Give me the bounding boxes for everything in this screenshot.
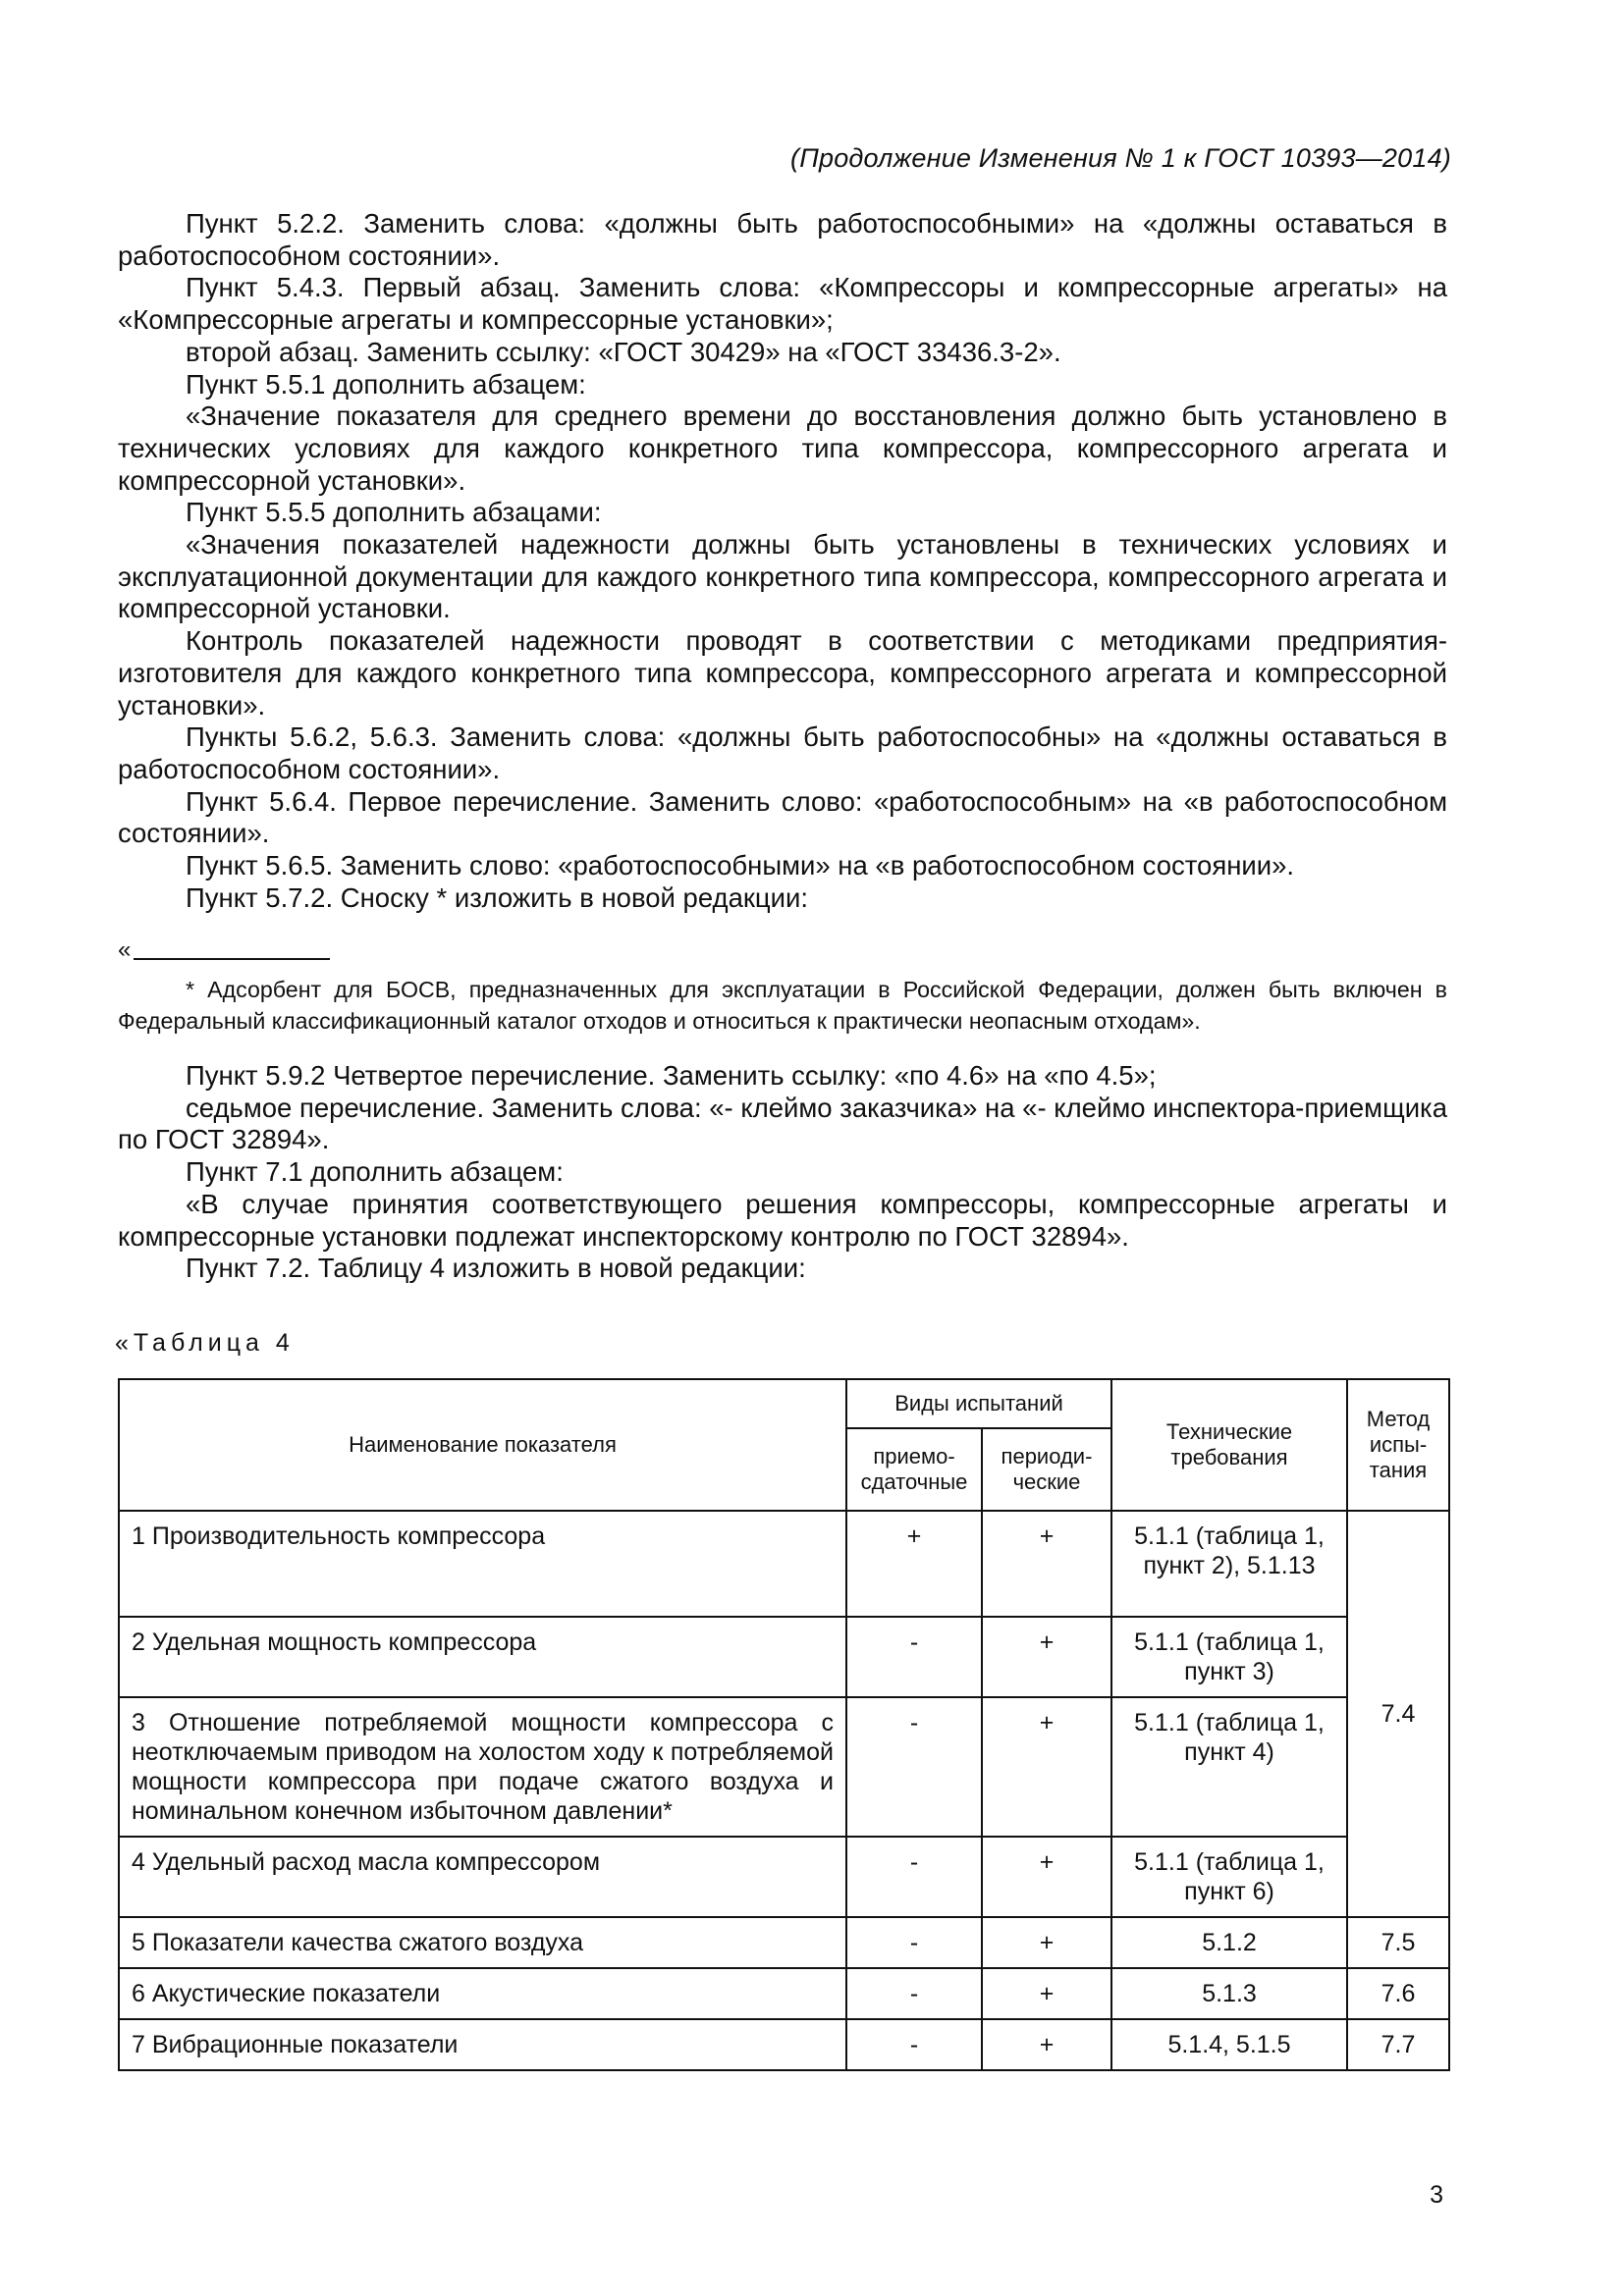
cell-periodic: + bbox=[982, 1617, 1111, 1697]
cell-periodic: + bbox=[982, 1968, 1111, 2019]
paragraph: Пункт 5.6.5. Заменить слово: «работоспособными» на «в работоспособном состоянии». bbox=[186, 850, 1295, 881]
paragraph: Контроль показателей надежности проводят в соответствии с методиками предприятия-изготовителя для каждого конкретного типа компрессора, компрессорного агрегата и компрессорной установки». bbox=[118, 625, 1447, 721]
footnote-text: * Адсорбент для БОСВ, предназначенных для эксплуатации в Российской Федерации, должен быть включен в Федеральный классификационный каталог отходов и относиться к практически неопасным отходам». bbox=[118, 977, 1447, 1034]
table-row bbox=[119, 1511, 1449, 1617]
cell-method: 7.7 bbox=[1347, 2019, 1449, 2070]
paragraph: Пункт 5.7.2. Сноску * изложить в новой редакции: bbox=[186, 881, 809, 913]
cell-name: 1 Производительность компрессора bbox=[119, 1511, 846, 1617]
paragraph: «Значение показателя для среднего времени до восстановления должно быть установлено в технических условиях для каждого конкретного типа компрессора, компрессорного агрегата и компрессорной установки». bbox=[118, 400, 1447, 496]
paragraph: Пункт 5.2.2. Заменить слова: «должны быть работоспособными» на «должны оставаться в работоспособном состоянии». bbox=[118, 208, 1447, 271]
paragraph: «Значения показателей надежности должны быть установлены в технических условиях и эксплуатационной документации для каждого конкретного типа компрессора, компрессорного агрегата и компрессорной установки. bbox=[118, 529, 1447, 624]
paragraph: седьмое перечисление. Заменить слова: «- клеймо заказчика» на «- клеймо инспектора-приемщика по ГОСТ 32894». bbox=[118, 1092, 1447, 1155]
cell-acceptance: - bbox=[846, 1968, 982, 2019]
cell-periodic: + bbox=[982, 2019, 1111, 2070]
header-acceptance: приемо-сдаточные bbox=[846, 1428, 982, 1511]
cell-method: 7.6 bbox=[1347, 1968, 1449, 2019]
cell-name: 7 Вибрационные показатели bbox=[119, 2019, 846, 2070]
paragraph: «В случае принятия соответствующего решения компрессоры, компрессорные агрегаты и компрессорные установки подлежат инспекторскому контролю по ГОСТ 32894». bbox=[118, 1188, 1447, 1252]
cell-acceptance: + bbox=[846, 1511, 982, 1617]
table-header-row bbox=[119, 1379, 1449, 1428]
table-row bbox=[119, 2019, 1449, 2070]
table-4 bbox=[118, 1378, 1450, 2071]
cell-requirements: 5.1.2 bbox=[1111, 1917, 1347, 1968]
cell-requirements: 5.1.3 bbox=[1111, 1968, 1347, 2019]
paragraph: Пункт 5.5.5 дополнить абзацами: bbox=[186, 497, 602, 528]
table-row bbox=[119, 1917, 1449, 1968]
cell-acceptance: - bbox=[846, 1837, 982, 1917]
footnote-quote-mark: « bbox=[118, 936, 132, 963]
table-row bbox=[119, 1617, 1449, 1697]
table-row bbox=[119, 1837, 1449, 1917]
header-periodic: периоди-ческие bbox=[982, 1428, 1111, 1511]
header-method: Метод испы-тания bbox=[1347, 1379, 1449, 1511]
footnote-separator-line bbox=[134, 958, 330, 960]
paragraph: Пункт 5.6.4. Первое перечисление. Заменить слово: «работоспособным» на «в работоспособном состоянии». bbox=[118, 785, 1447, 849]
cell-periodic: + bbox=[982, 1917, 1111, 1968]
header-requirements: Технические требования bbox=[1111, 1379, 1347, 1511]
cell-name: 5 Показатели качества сжатого воздуха bbox=[119, 1917, 846, 1968]
cell-periodic: + bbox=[982, 1511, 1111, 1617]
cell-requirements: 5.1.1 (таблица 1, пункт 4) bbox=[1111, 1697, 1347, 1837]
cell-method-merged: 7.4 bbox=[1347, 1511, 1449, 1917]
cell-name: 6 Акустические показатели bbox=[119, 1968, 846, 2019]
body-text-bottom bbox=[118, 1060, 1447, 1285]
paragraph: Пункт 5.5.1 дополнить абзацем: bbox=[186, 368, 586, 400]
paragraph: Пункты 5.6.2, 5.6.3. Заменить слова: «должны быть работоспособны» на «должны оставаться в работоспособном состоянии». bbox=[118, 721, 1447, 784]
page-number: 3 bbox=[1430, 2181, 1443, 2209]
paragraph: второй абзац. Заменить ссылку: «ГОСТ 30429» на «ГОСТ 33436.3-2». bbox=[186, 336, 1061, 367]
cell-acceptance: - bbox=[846, 1697, 982, 1837]
header-test-types: Виды испытаний bbox=[846, 1379, 1111, 1428]
table-row bbox=[119, 1697, 1449, 1837]
paragraph: Пункт 5.4.3. Первый абзац. Заменить слова: «Компрессоры и компрессорные агрегаты» на «Компрессорные агрегаты и компрессорные установки»; bbox=[118, 272, 1447, 336]
cell-method: 7.5 bbox=[1347, 1917, 1449, 1968]
table-caption: «Таблица 4 bbox=[115, 1329, 295, 1357]
body-text-top bbox=[118, 208, 1447, 914]
cell-requirements: 5.1.1 (таблица 1, пункт 6) bbox=[1111, 1837, 1347, 1917]
cell-acceptance: - bbox=[846, 2019, 982, 2070]
cell-acceptance: - bbox=[846, 1617, 982, 1697]
page-header: (Продолжение Изменения № 1 к ГОСТ 10393—2014) bbox=[790, 143, 1451, 173]
table-row bbox=[119, 1968, 1449, 2019]
paragraph: Пункт 5.9.2 Четвертое перечисление. Заменить ссылку: «по 4.6» на «по 4.5»; bbox=[186, 1060, 1157, 1091]
cell-acceptance: - bbox=[846, 1917, 982, 1968]
footnote-block bbox=[118, 936, 1447, 1037]
cell-requirements: 5.1.4, 5.1.5 bbox=[1111, 2019, 1347, 2070]
cell-periodic: + bbox=[982, 1697, 1111, 1837]
cell-periodic: + bbox=[982, 1837, 1111, 1917]
header-name: Наименование показателя bbox=[119, 1379, 846, 1511]
paragraph: Пункт 7.1 дополнить абзацем: bbox=[186, 1156, 564, 1188]
cell-requirements: 5.1.1 (таблица 1, пункт 2), 5.1.13 bbox=[1111, 1511, 1347, 1617]
cell-name: 3 Отношение потребляемой мощности компрессора с неотключаемым приводом на холостом ходу к потребляемой мощности компрессора при подаче сжатого воздуха и номинальном конечном избыточном давлении* bbox=[119, 1697, 846, 1837]
cell-requirements: 5.1.1 (таблица 1, пункт 3) bbox=[1111, 1617, 1347, 1697]
paragraph: Пункт 7.2. Таблицу 4 изложить в новой редакции: bbox=[186, 1253, 806, 1284]
cell-name: 2 Удельная мощность компрессора bbox=[119, 1617, 846, 1697]
cell-name: 4 Удельный расход масла компрессором bbox=[119, 1837, 846, 1917]
footnote-rule bbox=[118, 936, 1447, 964]
